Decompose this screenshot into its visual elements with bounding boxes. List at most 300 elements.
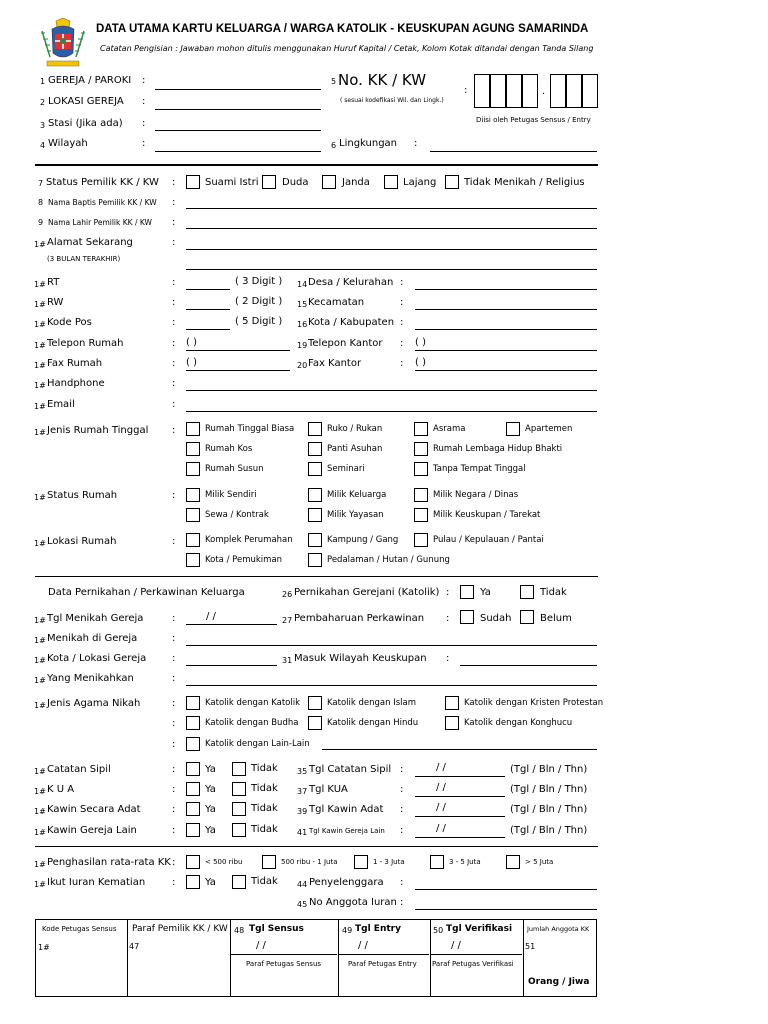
kota-input[interactable] bbox=[415, 329, 597, 330]
telp-area-code: ( ) bbox=[186, 337, 197, 348]
menikahkan-label: Yang Menikahkan bbox=[47, 673, 134, 684]
option-label: Rumah Kos bbox=[205, 444, 253, 454]
telp-input[interactable] bbox=[186, 350, 290, 351]
option-label: Ya bbox=[480, 587, 491, 598]
field-number: 44 bbox=[297, 880, 308, 889]
option-label: Katolik dengan Kristen Protestan bbox=[464, 698, 604, 708]
option-label: Pedalaman / Hutan / Gunung bbox=[327, 555, 450, 565]
no-kk-box-2[interactable] bbox=[490, 74, 506, 108]
telp-kantor-input[interactable] bbox=[415, 350, 597, 351]
no-kk-box-1[interactable] bbox=[474, 74, 490, 108]
checkbox-komplek[interactable] bbox=[186, 533, 200, 547]
field-number: 3 bbox=[40, 121, 46, 130]
checkbox-katolik-budha[interactable] bbox=[186, 716, 200, 730]
kode-petugas-label: Kode Petugas Sensus bbox=[42, 925, 117, 933]
field-number: 1# bbox=[34, 361, 46, 370]
colon: : bbox=[142, 118, 146, 129]
tgl-kua-input[interactable] bbox=[415, 796, 505, 797]
paraf-sensus-label: Paraf Petugas Sensus bbox=[246, 960, 322, 968]
colon: : bbox=[172, 177, 176, 188]
option-label: Tidak bbox=[251, 763, 278, 774]
option-label: Katolik dengan Katolik bbox=[205, 698, 301, 708]
field-number: 1# bbox=[34, 656, 46, 665]
option-label: Sudah bbox=[480, 613, 512, 624]
checkbox-sipil-ya[interactable] bbox=[186, 762, 200, 776]
colon: : bbox=[172, 536, 176, 547]
colon: : bbox=[172, 425, 176, 436]
checkbox-suami-istri[interactable] bbox=[186, 175, 200, 189]
option-label: Milik Keuskupan / Tarekat bbox=[433, 510, 541, 520]
option-label: Tidak bbox=[251, 783, 278, 794]
field-number: 47 bbox=[129, 942, 140, 951]
field-number: 31 bbox=[282, 656, 293, 665]
nama-baptis-label: Nama Baptis Pemilik KK / KW bbox=[48, 198, 157, 207]
date-slashes: / / bbox=[436, 762, 446, 773]
checkbox-katolik-lain[interactable] bbox=[186, 737, 200, 751]
field-number: 48 bbox=[234, 926, 245, 935]
checkbox-tanpa-tempat[interactable] bbox=[414, 462, 428, 476]
tgl-verifikasi-input[interactable] bbox=[430, 954, 522, 955]
section-divider bbox=[35, 164, 598, 166]
checkbox-adat-tidak[interactable] bbox=[232, 802, 246, 816]
tgl-verifikasi-label: Tgl Verifikasi bbox=[446, 924, 513, 934]
no-kk-sub: Diisi oleh Petugas Sensus / Entry bbox=[476, 116, 591, 124]
nama-baptis-input[interactable] bbox=[186, 208, 597, 209]
option-label: 3 - 5 Juta bbox=[449, 858, 481, 866]
colon: : bbox=[172, 804, 176, 815]
telp-kantor-area-code: ( ) bbox=[415, 337, 426, 348]
kecamatan-input[interactable] bbox=[415, 309, 597, 310]
kecamatan-label: Kecamatan bbox=[308, 297, 365, 308]
rw-input[interactable] bbox=[186, 309, 230, 310]
lokasi-gereja-label: LOKASI GEREJA bbox=[48, 96, 124, 107]
stasi-input[interactable] bbox=[155, 130, 321, 131]
checkbox-katolik-kristen[interactable] bbox=[445, 696, 459, 710]
kawin-gereja-lain-label: Kawin Gereja Lain bbox=[47, 825, 137, 836]
field-number: 1# bbox=[34, 539, 46, 548]
rt-label: RT bbox=[47, 277, 60, 288]
lokasi-gereja-input[interactable] bbox=[155, 109, 321, 110]
checkbox-milik-keluarga[interactable] bbox=[308, 488, 322, 502]
option-label: Panti Asuhan bbox=[327, 444, 383, 454]
email-input[interactable] bbox=[186, 411, 597, 412]
menikahkan-input[interactable] bbox=[186, 685, 597, 686]
di-gereja-label: Menikah di Gereja bbox=[47, 633, 138, 644]
option-label: Tidak bbox=[251, 824, 278, 835]
option-label: Tidak Menikah / Religius bbox=[464, 177, 585, 188]
field-number: 19 bbox=[297, 341, 308, 350]
paraf-entry-label: Paraf Petugas Entry bbox=[348, 960, 417, 968]
tgl-entry-label: Tgl Entry bbox=[355, 924, 401, 934]
colon: : bbox=[172, 277, 176, 288]
colon: : bbox=[172, 358, 176, 369]
checkbox-penghasilan-4[interactable] bbox=[430, 855, 444, 869]
field-number: 1# bbox=[34, 880, 46, 889]
date-format-hint: (Tgl / Bln / Thn) bbox=[510, 784, 588, 795]
section-divider bbox=[35, 846, 598, 847]
paraf-pemilik-label: Paraf Pemilik KK / KW bbox=[132, 924, 228, 934]
nikah-heading: Data Pernikahan / Perkawinan Keluarga bbox=[48, 587, 245, 598]
no-kk-box-6[interactable] bbox=[566, 74, 582, 108]
rw-digit-hint: ( 2 Digit ) bbox=[235, 296, 283, 307]
option-label: Belum bbox=[540, 613, 572, 624]
option-label: Milik Sendiri bbox=[205, 490, 257, 500]
jumlah-anggota-label: Jumlah Anggota KK bbox=[527, 925, 590, 933]
date-format-hint: (Tgl / Bln / Thn) bbox=[510, 825, 588, 836]
checkbox-kota-pemukiman[interactable] bbox=[186, 553, 200, 567]
field-number: 41 bbox=[297, 828, 308, 837]
colon: : bbox=[400, 784, 404, 795]
desa-label: Desa / Kelurahan bbox=[308, 277, 394, 288]
colon: : bbox=[172, 739, 176, 750]
checkbox-adat-ya[interactable] bbox=[186, 802, 200, 816]
tgl-sensus-label: Tgl Sensus bbox=[249, 924, 304, 934]
no-kk-note: ( sesuai kodefikasi Wil. dan Lingk.) bbox=[340, 97, 444, 104]
checkbox-penghasilan-1[interactable] bbox=[186, 855, 200, 869]
option-label: Tidak bbox=[251, 876, 278, 887]
option-label: Milik Yayasan bbox=[327, 510, 384, 520]
kodepos-digit-hint: ( 5 Digit ) bbox=[235, 316, 283, 327]
nama-lahir-input[interactable] bbox=[186, 228, 597, 229]
colon: : bbox=[414, 138, 418, 149]
colon: : bbox=[400, 297, 404, 308]
checkbox-katolik-katolik[interactable] bbox=[186, 696, 200, 710]
checkbox-ruko[interactable] bbox=[308, 422, 322, 436]
tgl-sensus-input[interactable] bbox=[230, 954, 337, 955]
agama-lain-input[interactable] bbox=[322, 749, 597, 750]
orang-jiwa-label: Orang / Jiwa bbox=[528, 977, 590, 987]
pembaharuan-label: Pembaharuan Perkawinan bbox=[294, 613, 425, 624]
tgl-entry-input[interactable] bbox=[338, 954, 429, 955]
gerejani-label: Pernikahan Gerejani (Katolik) bbox=[294, 587, 440, 598]
checkbox-sewa[interactable] bbox=[186, 508, 200, 522]
option-label: Tidak bbox=[251, 803, 278, 814]
checkbox-milik-negara[interactable] bbox=[414, 488, 428, 502]
field-number: 1# bbox=[34, 300, 46, 309]
option-label: Kota / Pemukiman bbox=[205, 555, 283, 565]
colon: : bbox=[172, 784, 176, 795]
checkbox-tidak-menikah[interactable] bbox=[445, 175, 459, 189]
field-number: 1# bbox=[34, 428, 46, 437]
nama-lahir-label: Nama Lahir Pemilik KK / KW bbox=[48, 218, 152, 227]
field-number: 39 bbox=[297, 807, 308, 816]
field-number: 1# bbox=[34, 381, 46, 390]
no-kk-box-3[interactable] bbox=[506, 74, 522, 108]
colon: : bbox=[400, 358, 404, 369]
diocese-logo bbox=[38, 17, 88, 71]
field-number: 1# bbox=[34, 341, 46, 350]
checkbox-rumah-susun[interactable] bbox=[186, 462, 200, 476]
kodepos-label: Kode Pos bbox=[47, 317, 92, 328]
section-divider bbox=[35, 576, 598, 577]
checkbox-iuran-tidak[interactable] bbox=[232, 875, 246, 889]
field-number: 37 bbox=[297, 787, 308, 796]
option-label: 1 - 3 Juta bbox=[373, 858, 405, 866]
kota-label: Kota / Kabupaten bbox=[308, 317, 395, 328]
colon: : bbox=[172, 653, 176, 664]
checkbox-gereja-lain-ya[interactable] bbox=[186, 823, 200, 837]
footer-table bbox=[35, 919, 597, 997]
penghasilan-label: Penghasilan rata-rata KK bbox=[47, 857, 171, 868]
checkbox-katolik-konghucu[interactable] bbox=[445, 716, 459, 730]
colon: : bbox=[400, 897, 404, 908]
catatan-sipil-label: Catatan Sipil bbox=[47, 764, 111, 775]
option-label: Tidak bbox=[540, 587, 567, 598]
lingkungan-input[interactable] bbox=[430, 151, 597, 152]
colon: : bbox=[172, 490, 176, 501]
colon: : bbox=[172, 297, 176, 308]
lingkungan-label: Lingkungan bbox=[339, 138, 398, 149]
form-note: Catatan Pengisian : Jawaban mohon ditulis menggunakan Huruf Kapital / Cetak, Kolom Kotak ditandai dengan Tanda Silang bbox=[100, 44, 594, 53]
tgl-adat-label: Tgl Kawin Adat bbox=[309, 804, 384, 815]
hp-input[interactable] bbox=[186, 390, 597, 391]
date-format-hint: (Tgl / Bln / Thn) bbox=[510, 764, 588, 775]
checkbox-apartemen[interactable] bbox=[506, 422, 520, 436]
colon: : bbox=[400, 317, 404, 328]
option-label: Pulau / Kepulauan / Pantai bbox=[433, 535, 544, 545]
colon: : bbox=[400, 804, 404, 815]
fax-kantor-input[interactable] bbox=[415, 370, 597, 371]
colon: : bbox=[446, 587, 450, 598]
colon: : bbox=[172, 217, 176, 228]
tgl-adat-input[interactable] bbox=[415, 816, 505, 817]
penyelenggara-label: Penyelenggara bbox=[309, 877, 384, 888]
tgl-sipil-input[interactable] bbox=[415, 776, 505, 777]
form-title: DATA UTAMA KARTU KELUARGA / WARGA KATOLIK - KEUSKUPAN AGUNG SAMARINDA bbox=[96, 23, 589, 35]
field-number: 1# bbox=[34, 807, 46, 816]
rt-input[interactable] bbox=[186, 289, 230, 290]
colon: : bbox=[172, 338, 176, 349]
date-slashes: / / bbox=[436, 823, 446, 834]
checkbox-iuran-ya[interactable] bbox=[186, 875, 200, 889]
field-number: 6 bbox=[331, 141, 337, 150]
field-number: 1# bbox=[34, 767, 46, 776]
jenis-rumah-label: Jenis Rumah Tinggal bbox=[47, 425, 149, 436]
checkbox-milik-sendiri[interactable] bbox=[186, 488, 200, 502]
field-number: 20 bbox=[297, 361, 308, 370]
colon: : bbox=[142, 138, 146, 149]
checkbox-penghasilan-5[interactable] bbox=[506, 855, 520, 869]
tgl-entry-date: / / bbox=[358, 940, 368, 951]
checkbox-gerejani-ya[interactable] bbox=[460, 585, 474, 599]
colon: : bbox=[142, 96, 146, 107]
fax-kantor-label: Fax Kantor bbox=[308, 358, 362, 369]
no-anggota-input[interactable] bbox=[415, 909, 597, 910]
rw-label: RW bbox=[47, 297, 64, 308]
desa-input[interactable] bbox=[415, 289, 597, 290]
telp-label: Telepon Rumah bbox=[47, 338, 124, 349]
checkbox-janda[interactable] bbox=[322, 175, 336, 189]
checkbox-penghasilan-2[interactable] bbox=[262, 855, 276, 869]
option-label: > 5 Juta bbox=[525, 858, 554, 866]
di-gereja-input[interactable] bbox=[186, 645, 597, 646]
telp-kantor-label: Telepon Kantor bbox=[308, 338, 383, 349]
field-number: 49 bbox=[342, 926, 353, 935]
colon: : bbox=[172, 378, 176, 389]
option-label: Ya bbox=[205, 877, 216, 888]
masuk-wilayah-input[interactable] bbox=[460, 665, 597, 666]
fax-kantor-area-code: ( ) bbox=[415, 357, 426, 368]
option-label: Katolik dengan Hindu bbox=[327, 718, 419, 728]
checkbox-kua-ya[interactable] bbox=[186, 782, 200, 796]
checkbox-kua-tidak[interactable] bbox=[232, 782, 246, 796]
field-number: 1# bbox=[34, 493, 46, 502]
alamat-label: Alamat Sekarang bbox=[47, 237, 133, 248]
colon: : bbox=[446, 653, 450, 664]
tgl-menikah-date: / / bbox=[206, 611, 216, 622]
date-slashes: / / bbox=[436, 782, 446, 793]
option-label: Katolik dengan Islam bbox=[327, 698, 417, 708]
checkbox-asrama[interactable] bbox=[414, 422, 428, 436]
checkbox-kampung[interactable] bbox=[308, 533, 322, 547]
checkbox-katolik-islam[interactable] bbox=[308, 696, 322, 710]
option-label: Katolik dengan Budha bbox=[205, 718, 299, 728]
option-label: Duda bbox=[282, 177, 309, 188]
option-label: Ya bbox=[205, 764, 216, 775]
checkbox-sipil-tidak[interactable] bbox=[232, 762, 246, 776]
stasi-label: Stasi (Jika ada) bbox=[48, 118, 123, 129]
field-number: 45 bbox=[297, 900, 308, 909]
checkbox-milik-keuskupan[interactable] bbox=[414, 508, 428, 522]
checkbox-gereja-lain-tidak[interactable] bbox=[232, 823, 246, 837]
checkbox-katolik-hindu[interactable] bbox=[308, 716, 322, 730]
colon: : bbox=[446, 613, 450, 624]
wilayah-input[interactable] bbox=[155, 151, 321, 152]
tgl-kua-label: Tgl KUA bbox=[309, 784, 348, 795]
field-number: 8 bbox=[38, 198, 44, 207]
checkbox-rumah-tinggal-biasa[interactable] bbox=[186, 422, 200, 436]
tgl-menikah-label: Tgl Menikah Gereja bbox=[47, 613, 144, 624]
field-number: 4 bbox=[40, 141, 46, 150]
field-number: 15 bbox=[297, 300, 308, 309]
colon: : bbox=[172, 317, 176, 328]
option-label: Rumah Lembaga Hidup Bhakti bbox=[433, 444, 563, 454]
checkbox-gerejani-tidak[interactable] bbox=[520, 585, 534, 599]
field-number: 1# bbox=[34, 402, 46, 411]
gereja-input[interactable] bbox=[155, 89, 321, 90]
colon: : bbox=[172, 613, 176, 624]
kodepos-input[interactable] bbox=[186, 329, 230, 330]
option-label: Katolik dengan Konghucu bbox=[464, 718, 573, 728]
alamat-note: (3 BULAN TERAKHIR) bbox=[47, 255, 121, 263]
field-number: 7 bbox=[38, 179, 44, 188]
colon: : bbox=[400, 277, 404, 288]
field-number: 1# bbox=[34, 320, 46, 329]
no-kk-label: No. KK / KW bbox=[338, 71, 427, 89]
checkbox-duda[interactable] bbox=[262, 175, 276, 189]
colon: : bbox=[400, 764, 404, 775]
option-label: Suami Istri bbox=[205, 177, 259, 188]
tgl-gereja-lain-input[interactable] bbox=[415, 837, 505, 838]
fax-area-code: ( ) bbox=[186, 357, 197, 368]
colon: : bbox=[172, 825, 176, 836]
option-label: Sewa / Kontrak bbox=[205, 510, 269, 520]
colon: : bbox=[172, 718, 176, 729]
tgl-verifikasi-date: / / bbox=[451, 940, 461, 951]
checkbox-rumah-kos[interactable] bbox=[186, 442, 200, 456]
colon: : bbox=[172, 197, 176, 208]
checkbox-seminari[interactable] bbox=[308, 462, 322, 476]
checkbox-pulau[interactable] bbox=[414, 533, 428, 547]
colon: : bbox=[142, 75, 146, 86]
field-number: 1# bbox=[34, 860, 46, 869]
iuran-label: Ikut Iuran Kematian bbox=[47, 877, 146, 888]
lokasi-rumah-label: Lokasi Rumah bbox=[47, 536, 117, 547]
colon: : bbox=[400, 338, 404, 349]
masuk-wilayah-label: Masuk Wilayah Keuskupan bbox=[294, 653, 427, 664]
option-label: Ya bbox=[205, 804, 216, 815]
fax-input[interactable] bbox=[186, 370, 290, 371]
checkbox-penghasilan-3[interactable] bbox=[354, 855, 368, 869]
option-label: Asrama bbox=[433, 424, 466, 434]
checkbox-panti-asuhan[interactable] bbox=[308, 442, 322, 456]
no-kk-box-4[interactable] bbox=[522, 74, 538, 108]
option-label: Rumah Tinggal Biasa bbox=[205, 424, 295, 434]
field-number: 27 bbox=[282, 616, 293, 625]
field-number: 16 bbox=[297, 320, 308, 329]
field-number: 1# bbox=[34, 616, 46, 625]
kota-gereja-label: Kota / Lokasi Gereja bbox=[47, 653, 147, 664]
field-number: 1# bbox=[34, 828, 46, 837]
hp-label: Handphone bbox=[47, 378, 105, 389]
penyelenggara-input[interactable] bbox=[415, 889, 597, 890]
kawin-adat-label: Kawin Secara Adat bbox=[47, 804, 141, 815]
no-kk-box-7[interactable] bbox=[582, 74, 598, 108]
colon: : bbox=[172, 399, 176, 410]
tgl-menikah-input[interactable] bbox=[186, 624, 277, 625]
checkbox-milik-yayasan[interactable] bbox=[308, 508, 322, 522]
no-anggota-label: No Anggota Iuran bbox=[309, 897, 397, 908]
colon: : bbox=[172, 698, 176, 709]
fax-label: Fax Rumah bbox=[47, 358, 103, 369]
alamat-input-1[interactable] bbox=[186, 249, 597, 250]
option-label: Milik Negara / Dinas bbox=[433, 490, 519, 500]
field-number: 1# bbox=[34, 636, 46, 645]
agama-nikah-label: Jenis Agama Nikah bbox=[47, 698, 141, 709]
option-label: Ya bbox=[205, 784, 216, 795]
checkbox-lajang[interactable] bbox=[384, 175, 398, 189]
field-number: 9 bbox=[38, 218, 44, 227]
kota-gereja-input[interactable] bbox=[186, 665, 277, 666]
field-number: 2 bbox=[40, 98, 46, 107]
status-kk-label: Status Pemilik KK / KW bbox=[46, 177, 159, 188]
checkbox-sudah[interactable] bbox=[460, 610, 474, 624]
tgl-sensus-date: / / bbox=[256, 940, 266, 951]
option-label: Milik Keluarga bbox=[327, 490, 387, 500]
option-label: 500 ribu - 1 Juta bbox=[281, 858, 338, 866]
colon: : bbox=[172, 764, 176, 775]
date-format-hint: (Tgl / Bln / Thn) bbox=[510, 804, 588, 815]
field-number: 35 bbox=[297, 767, 308, 776]
field-number: 1# bbox=[34, 787, 46, 796]
no-kk-box-5[interactable] bbox=[550, 74, 566, 108]
checkbox-belum[interactable] bbox=[520, 610, 534, 624]
field-number: 1# bbox=[34, 240, 46, 249]
colon: : bbox=[172, 237, 176, 248]
rt-digit-hint: ( 3 Digit ) bbox=[235, 276, 283, 287]
field-number: 1 bbox=[40, 77, 46, 86]
alamat-input-2[interactable] bbox=[186, 269, 597, 270]
field-number: 51 bbox=[525, 942, 536, 951]
option-label: Ya bbox=[205, 825, 216, 836]
paraf-verifikasi-label: Paraf Petugas Verifikasi bbox=[432, 960, 514, 968]
checkbox-rumah-lembaga[interactable] bbox=[414, 442, 428, 456]
field-number: 26 bbox=[282, 590, 293, 599]
option-label: Kampung / Gang bbox=[327, 535, 399, 545]
checkbox-pedalaman[interactable] bbox=[308, 553, 322, 567]
option-label: Ruko / Rukan bbox=[327, 424, 383, 434]
option-label: Lajang bbox=[403, 177, 437, 188]
